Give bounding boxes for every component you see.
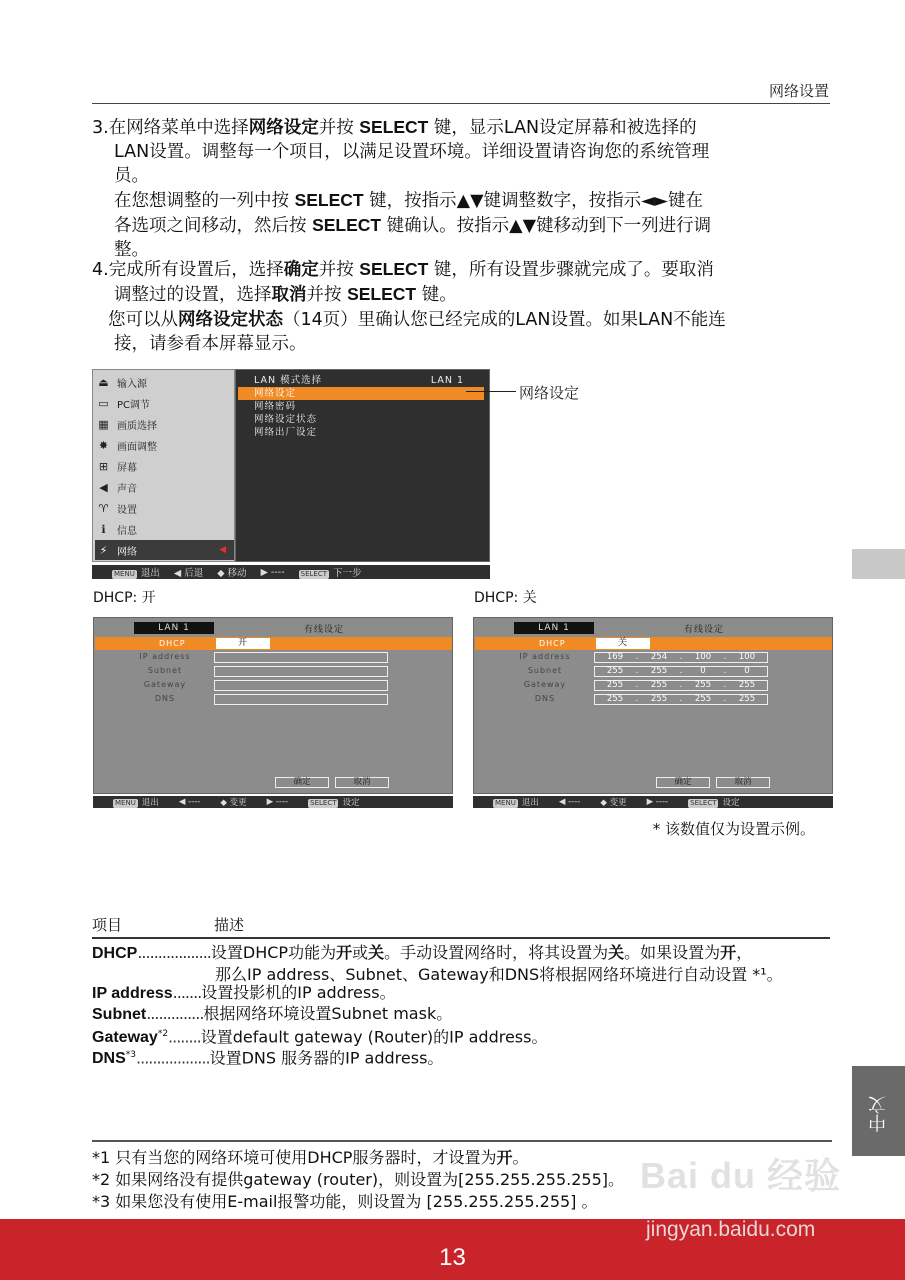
up-down-arrow-icon: ◆ [217,568,225,579]
octet: 100 [694,652,712,662]
change-hint: ◆ 变更 [220,798,247,808]
dhcp-value[interactable]: 关 [596,638,650,649]
on-term: 开 [336,943,353,962]
octet: 255 [738,694,756,704]
submenu-network-password[interactable]: 网络密码 [254,401,297,412]
dns-field[interactable] [214,694,388,705]
dhcp-label: DHCP [539,639,566,648]
menu-item-label: 屏幕 [117,462,137,474]
octet: 255 [694,680,712,690]
menu-key-icon: MENU [114,570,135,578]
desc-text: 设置default gateway (Router)的IP address。 [200,1027,548,1047]
exit-label: 退出 [141,798,159,808]
desc-text: 设置DHCP功能为 [210,943,337,962]
main-menu [92,369,235,562]
step-text: 完成所有设置后，选择 [108,260,284,280]
term: DNS [92,1050,126,1068]
desc-text: 那么IP address、Subnet、Gateway和DNS将根据网络环境进行自动设置 *¹。 [215,965,783,984]
submenu-network-settings[interactable]: 网络设定 [238,387,484,400]
leader-dots: ....... [172,983,202,1002]
column-header-description: 描述 [214,916,245,934]
dns-label: DNS [534,694,556,703]
menu-item-sound[interactable] [95,477,234,497]
menu-item-label: 网络 [117,546,137,558]
term: IP address [92,985,173,1002]
back-hint [174,565,203,579]
step-text: LAN设置。调整每一个项目，以满足设置环境。详细设置请咨询您的系统管理 [114,142,710,162]
desc-row-dhcp [92,942,783,985]
dns-label: DNS [154,694,176,703]
step-text: （14页）里确认您已经完成的LAN设置。如果LAN不能连 [283,310,726,330]
dns-field[interactable]: 255 . 255 . 255 . 255 [594,694,768,705]
leader-dots: .................. [136,1048,210,1068]
menu-item-label: 输入源 [117,378,147,390]
on-term: 开 [496,1148,513,1167]
lan-tab[interactable]: LAN 1 [514,622,594,634]
step-3 [92,115,832,262]
lan-tab[interactable]: LAN 1 [134,622,214,634]
footnote-3: *3 如果您没有使用E-mail报警功能，则设置为 [255.255.255.255] 。 [92,1192,598,1211]
select-key-term: SELECT [347,284,417,304]
octet: 255 [650,680,668,690]
menu-item-pc-adjust[interactable] [95,393,234,413]
step-text: 并按 [306,285,348,305]
octet: 255 [738,680,756,690]
gateway-field[interactable]: 255 . 255 . 255 . 255 [594,680,768,691]
menu-item-label: 声音 [117,483,137,495]
dhcp-off-caption: DHCP: 关 [474,590,537,606]
submenu-network-factory-default[interactable]: 网络出厂设定 [254,427,318,438]
octet: 254 [650,652,668,662]
exit-hint [112,565,160,579]
right-hint: ▶ ---- [646,797,669,807]
octet: 255 [650,666,668,676]
off-term: 关 [368,943,385,962]
select-key-icon: SELECT [310,799,337,807]
page-number: 13 [439,1244,466,1271]
information-icon: ℹ [101,522,106,536]
ip-address-label: IP address [519,652,571,661]
menu-item-input-source[interactable] [95,372,234,392]
desc-row-dns [92,1045,443,1069]
subnet-field[interactable]: 255 . 255 . 0 . 0 [594,666,768,677]
menu-item-label: 画面调整 [117,441,157,453]
ip-address-label: IP address [139,652,191,661]
desc-text: ， [736,943,753,962]
off-term: 关 [608,943,625,962]
exit-hint [113,796,159,808]
callout-line [466,391,516,392]
panel-title: 有线设定 [683,625,724,635]
watermark-logo: Bai du 经验 [640,1155,842,1196]
on-term: 开 [720,943,737,962]
setting-icon: ♈ [98,501,109,515]
octet: 255 [650,694,668,704]
octet: 255 [606,694,624,704]
panel-footer-bar [93,796,453,808]
step-text: 并按 [318,118,360,138]
right-hint [261,567,285,578]
dashes-label: ---- [270,566,285,578]
octet: 0 [700,666,706,676]
gateway-label: Gateway [523,680,567,689]
network-submenu [235,369,490,562]
header-divider [92,103,830,104]
image-select-icon: ▦ [98,417,109,431]
ip-address-field[interactable]: 169 . 254 . 100 . 100 [594,652,768,663]
back-label: 后退 [184,568,204,579]
step-number: 3. [92,118,109,138]
step-text: 键，显示LAN设定屏幕和被选择的 [428,118,697,138]
menu-item-information[interactable] [95,519,234,539]
desc-text: 或 [352,943,369,962]
footnote-2: *2 如果网络没有提供gateway (router)，则设置为[255.255.255.255]。 [92,1170,625,1189]
desc-text: 设置DNS 服务器的IP address。 [209,1048,444,1068]
octet: 255 [606,666,624,676]
select-key-term: SELECT [359,117,429,137]
panel-title: 有线设定 [303,625,344,635]
right-arrow-icon: ▶ [260,566,268,578]
section-title: 网络设置 [768,82,829,100]
move-label: 移动 [227,568,247,579]
screen-icon: ⊞ [98,459,109,473]
exit-label: 退出 [521,798,539,808]
dhcp-on-panel [93,617,453,809]
status-term: 网络设定状态 [178,309,283,329]
step-text: 键确认。按指示▲▼键移动到下一列进行调 [381,216,712,236]
ok-button[interactable]: 确定 [275,777,329,788]
menu-item-label: 画质选择 [117,420,157,432]
menu-item-label: 信息 [117,525,137,537]
sound-icon: ◀ [99,480,108,494]
lan-mode-value: LAN 1 [430,375,464,386]
select-key-icon: SELECT [690,799,717,807]
step-text: 各选项之间移动，然后按 [114,216,313,236]
panel-footer-bar [473,796,833,808]
network-menu-screen [92,369,490,579]
step-text: 接，请参看本屏幕显示。 [114,334,307,354]
select-key-term: SELECT [294,190,364,210]
next-hint [299,565,362,579]
menu-item-image-adjust[interactable] [95,435,234,455]
dhcp-row[interactable] [95,637,452,650]
select-key-term: SELECT [359,259,429,279]
ip-address-field[interactable] [214,652,388,663]
panel-body [93,617,453,794]
desc-text: 。如果设置为 [624,943,721,962]
footnote-1 [92,1148,528,1168]
subnet-field[interactable] [214,666,388,677]
lan-mode-select[interactable] [254,374,486,387]
step-text: 在网络菜单中选择 [108,118,249,138]
menu-item-screen[interactable] [95,456,234,476]
change-hint: ◆ 变更 [600,798,627,808]
menu-item-label: 设置 [117,504,137,516]
step-text: 在您想调整的一列中按 [114,191,295,211]
step-text: 并按 [318,260,360,280]
cancel-button[interactable]: 取消 [335,777,389,788]
leader-dots: .................. [137,943,211,962]
left-hint: ◀ ---- [178,797,201,807]
gateway-label: Gateway [143,680,187,689]
step-text: 整。 [114,240,149,260]
term: DHCP [92,945,138,962]
watermark-url: jingyan.baidu.com [646,1218,816,1241]
term: Subnet [92,1006,147,1023]
image-adjust-icon: ✸ [98,438,109,452]
left-arrow-icon: ◀ [173,568,182,579]
leader-dots: ........ [168,1027,201,1047]
left-hint: ◀ ---- [558,797,581,807]
set-label: 设定 [342,798,360,808]
footnote-ref: *2 [157,1029,169,1039]
lan-mode-label: LAN 模式选择 [254,375,323,386]
dhcp-on-caption: DHCP: 开 [93,590,156,606]
octet: 169 [606,652,624,662]
next-label: 下一步 [332,568,362,579]
chapter-tab [852,549,905,579]
panel-body [473,617,833,794]
menu-item-setting[interactable] [95,498,234,518]
language-tab-label: 中文 [868,1096,889,1132]
input-source-icon: ⏏ [98,375,109,389]
desc-row-subnet [92,1003,452,1025]
step-text: 您可以从 [108,310,178,330]
language-tab [852,1066,905,1156]
set-hint [688,796,739,808]
cancel-term: 取消 [271,284,307,304]
exit-hint [493,796,539,808]
menu-key-icon: MENU [115,799,136,807]
step-text: 调整过的设置，选择 [114,285,272,305]
set-hint [308,796,359,808]
subnet-label: Subnet [527,666,563,675]
step-number: 4. [92,260,109,280]
desc-text: 设置投影机的IP address。 [201,983,396,1002]
network-icon: ⚡ [99,543,108,557]
term: Gateway [92,1029,158,1047]
right-hint: ▶ ---- [266,797,289,807]
step-text: 键。 [416,285,457,305]
step-text: 键，按指示▲▼键调整数字，按指示◄►键在 [363,191,704,211]
footnote-divider [92,1140,832,1142]
desc-text: 。手动设置网络时，将其设置为 [384,943,609,962]
note-text: *1 只有当您的网络环境可使用DHCP服务器时，才设置为 [92,1148,497,1167]
table-divider [92,937,830,939]
step-text: 员。 [114,166,149,186]
set-label: 设定 [722,798,740,808]
move-hint [217,565,246,579]
ok-term: 确定 [283,259,319,279]
menu-key-icon: MENU [495,799,516,807]
pc-adjust-icon: ▭ [98,396,109,410]
desc-text: 根据网络环境设置Subnet mask。 [203,1004,453,1023]
ok-button[interactable]: 确定 [656,777,710,788]
leader-dots: .............. [146,1004,204,1023]
desc-row-ip-address [92,982,396,1004]
menu-term: 网络设定 [248,117,319,137]
select-key-term: SELECT [312,215,382,235]
step-text: 键，所有设置步骤就完成了。要取消 [428,260,714,280]
callout-label: 网络设定 [519,384,580,402]
dhcp-label: DHCP [159,639,186,648]
octet: 100 [738,652,756,662]
octet: 0 [744,666,750,676]
octet: 255 [606,680,624,690]
footnote-ref: *3 [125,1050,137,1060]
cancel-button[interactable]: 取消 [716,777,770,788]
step-4 [92,257,832,356]
example-note: * 该数值仅为设置示例。 [652,820,815,838]
dhcp-value[interactable]: 开 [216,638,270,649]
submenu-arrow-icon: ◀ [219,545,226,555]
octet: 255 [694,694,712,704]
subnet-label: Subnet [147,666,183,675]
menu-item-network[interactable] [95,540,234,560]
menu-footer-bar [92,565,490,579]
menu-item-image-select[interactable] [95,414,234,434]
column-header-item: 项目 [92,916,123,934]
submenu-network-status[interactable]: 网络设定状态 [254,414,318,425]
dhcp-off-panel [473,617,833,809]
dhcp-row[interactable] [475,637,832,650]
gateway-field[interactable] [214,680,388,691]
exit-label: 退出 [140,568,160,579]
select-key-icon: SELECT [300,570,327,578]
note-text: 。 [512,1148,529,1167]
menu-item-label: PC调节 [117,399,151,411]
